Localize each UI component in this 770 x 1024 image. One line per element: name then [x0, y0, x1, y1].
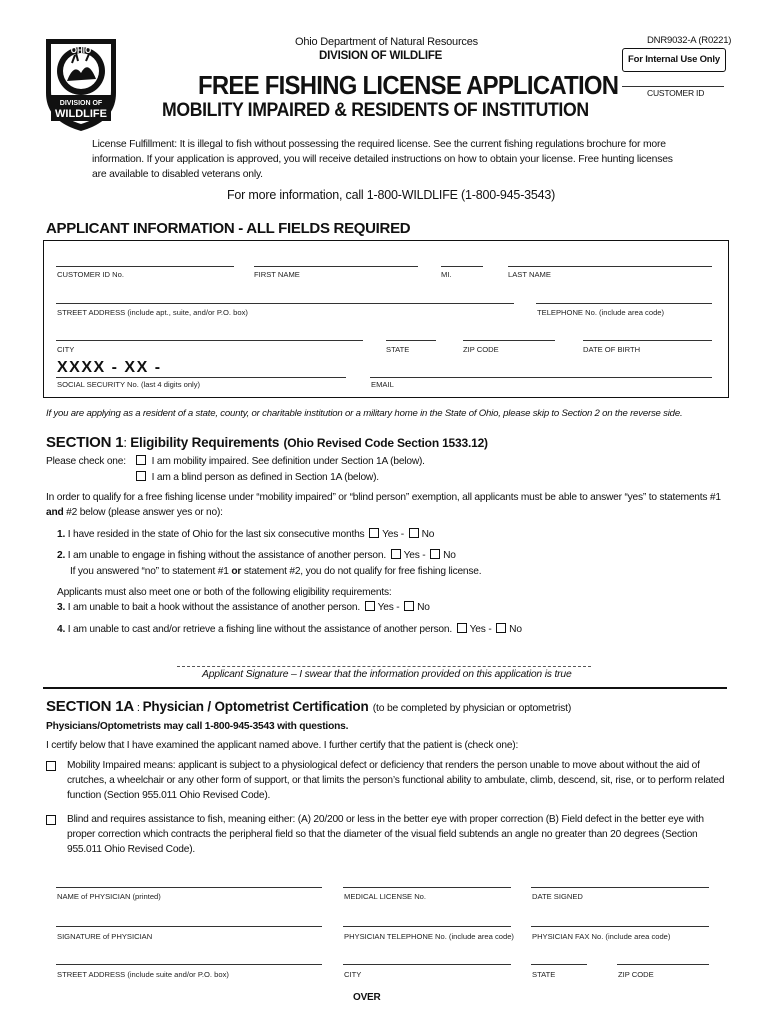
customer-id-label: CUSTOMER ID No. — [57, 270, 124, 279]
state-label: STATE — [386, 345, 410, 354]
s1-yes-checkbox[interactable] — [369, 528, 379, 538]
street-label: STREET ADDRESS (include apt., suite, and/or P.O. box) — [57, 308, 248, 317]
info-line: For more information, call 1-800-WILDLIFE (1-800-945-3543) — [227, 188, 556, 202]
form-number: DNR9032-A (R0221) — [647, 35, 732, 46]
division-name: DIVISION OF WILDLIFE — [319, 50, 443, 62]
physician-zip-label: ZIP CODE — [618, 970, 654, 979]
s2-yes-checkbox[interactable] — [391, 549, 401, 559]
logo-wildlife-text: WILDLIFE — [55, 108, 107, 120]
certify-text: I certify below that I have examined the applicant named above. I further certify that the patient is (check one): — [46, 740, 519, 751]
logo-ohio-text: OHIO — [70, 46, 92, 55]
s1-no-checkbox[interactable] — [409, 528, 419, 538]
option-mobility-text: I am mobility impaired. See definition under Section 1A (below). — [151, 456, 425, 467]
internal-use-box: For Internal Use Only — [622, 48, 726, 72]
intro-text: License Fulfillment: It is illegal to fish without possessing the required license. See the current fishing regulations brochure for more information. If your application is approved, you will receive detailed instructions on how to obtain your license. Free hunting licenses are available to disabled veterans only. — [92, 139, 673, 180]
last-name-label: LAST NAME — [508, 270, 551, 279]
ssn-prefill[interactable]: XXXX - XX - — [57, 359, 162, 376]
odnr-wildlife-logo — [42, 33, 120, 133]
statement-2: 2. I am unable to engage in fishing without the assistance of another person. Yes - No — [57, 550, 456, 561]
also-text: Applicants must also meet one or both of the following eligibility requirements: — [57, 587, 392, 598]
physician-state-label: STATE — [532, 970, 556, 979]
statement-4: 4. I am unable to cast and/or retrieve a fishing line without the assistance of another person. Yes - No — [57, 624, 522, 635]
section1-heading — [46, 434, 488, 452]
section1a-num: SECTION 1A — [46, 698, 135, 715]
telephone-label: TELEPHONE No. (include area code) — [537, 308, 665, 317]
ssn-label: SOCIAL SECURITY No. (last 4 digits only) — [57, 380, 201, 389]
section1-title: Eligibility Requirements — [130, 435, 280, 450]
section1a-title: Physician / Optometrist Certification — [142, 699, 369, 714]
s3-yes-checkbox[interactable] — [365, 601, 375, 611]
physician-fax-label: PHYSICIAN FAX No. (include area code) — [532, 932, 671, 941]
option-blind[interactable] — [134, 470, 379, 485]
qualify-text: In order to qualify for a free fishing license under “mobility impaired” or “blind person” exemption, all applicants must be able to answer “yes” to statements #1 and #2 below (please answer yes or no): — [46, 492, 721, 518]
first-name-label: FIRST NAME — [254, 270, 300, 279]
date-signed-label: DATE SIGNED — [532, 892, 583, 901]
section1-sep: : — [123, 435, 131, 450]
statement-2-note: If you answered “no” to statement #1 or statement #2, you do not qualify for free fishing license. — [70, 566, 482, 577]
physician-street-label: STREET ADDRESS (include suite and/or P.O. box) — [57, 970, 229, 979]
statement-3: 3. I am unable to bait a hook without the assistance of another person. Yes - No — [57, 602, 430, 613]
s4-no-checkbox[interactable] — [496, 623, 506, 633]
form-subtitle: MOBILITY IMPAIRED & RESIDENTS OF INSTITUTION — [162, 100, 589, 121]
s3-no-checkbox[interactable] — [404, 601, 414, 611]
mi-label: MI. — [441, 270, 452, 279]
section1a-heading — [46, 698, 571, 716]
agency-name: Ohio Department of Natural Resources — [295, 36, 478, 48]
dob-label: DATE OF BIRTH — [583, 345, 641, 354]
s2-no-checkbox[interactable] — [430, 549, 440, 559]
signature-label: Applicant Signature – I swear that the information provided on this application is true — [202, 669, 572, 680]
physician-call: Physicians/Optometrists may call 1-800-945-3543 with questions. — [46, 721, 349, 732]
mobility-checkbox[interactable] — [136, 455, 146, 465]
medical-license-label: MEDICAL LICENSE No. — [344, 892, 427, 901]
section-divider — [43, 687, 727, 689]
skip-note: If you are applying as a resident of a state, county, or charitable institution or a military home in the State of Ohio, please skip to Section 2 on the reverse side. — [46, 408, 683, 419]
customer-id-internal-label: CUSTOMER ID — [647, 88, 705, 98]
applicant-heading: APPLICANT INFORMATION - ALL FIELDS REQUIRED — [46, 220, 411, 237]
physician-signature-label: SIGNATURE of PHYSICIAN — [57, 932, 153, 941]
over-label: OVER — [353, 992, 381, 1003]
city-label: CITY — [57, 345, 75, 354]
blind-person-checkbox[interactable] — [46, 815, 56, 825]
form-title: FREE FISHING LICENSE APPLICATION — [198, 70, 619, 100]
physician-name-label: NAME of PHYSICIAN (printed) — [57, 892, 161, 901]
check-one-label: Please check one: — [46, 456, 126, 467]
section1-num: SECTION 1 — [46, 434, 124, 451]
logo-division-text: DIVISION OF — [59, 100, 103, 107]
blind-checkbox[interactable] — [136, 471, 146, 481]
zip-label: ZIP CODE — [463, 345, 499, 354]
option-mobility[interactable] — [134, 454, 425, 469]
email-label: EMAIL — [371, 380, 394, 389]
section1-ref: (Ohio Revised Code Section 1533.12) — [283, 436, 488, 450]
signature-line[interactable] — [177, 666, 591, 667]
option-blind-text: I am a blind person as defined in Section 1A (below). — [151, 472, 379, 483]
mobility-impaired-checkbox[interactable] — [46, 761, 56, 771]
blind-definition: Blind and requires assistance to fish, meaning either: (A) 20/200 or less in the better eye with proper correction (B) Field defect in the better eye with proper correction which contracts the peripheral field so that the diameter of the visual field subtends an angle no greater than 20 degrees (Section 955.011 Ohio Revised Code). — [67, 814, 704, 855]
physician-city-label: CITY — [344, 970, 362, 979]
section1a-sep: : — [134, 702, 143, 714]
physician-phone-label: PHYSICIAN TELEPHONE No. (include area code) — [344, 932, 514, 941]
mobility-definition: Mobility Impaired means: applicant is subject to a physiological defect or deficiency that renders the person unable to move about without the aid of crutches, a wheelchair or any other form of support, or that limits the person’s functional ability to ambulate, climb, descend, sit, rise, or to perform related function (Section 955.011 Ohio Revised Code). — [67, 760, 725, 801]
s4-yes-checkbox[interactable] — [457, 623, 467, 633]
statement-1: 1. I have resided in the state of Ohio for the last six consecutive months Yes - No — [57, 529, 435, 540]
section1a-note: (to be completed by physician or optometrist) — [372, 703, 572, 714]
